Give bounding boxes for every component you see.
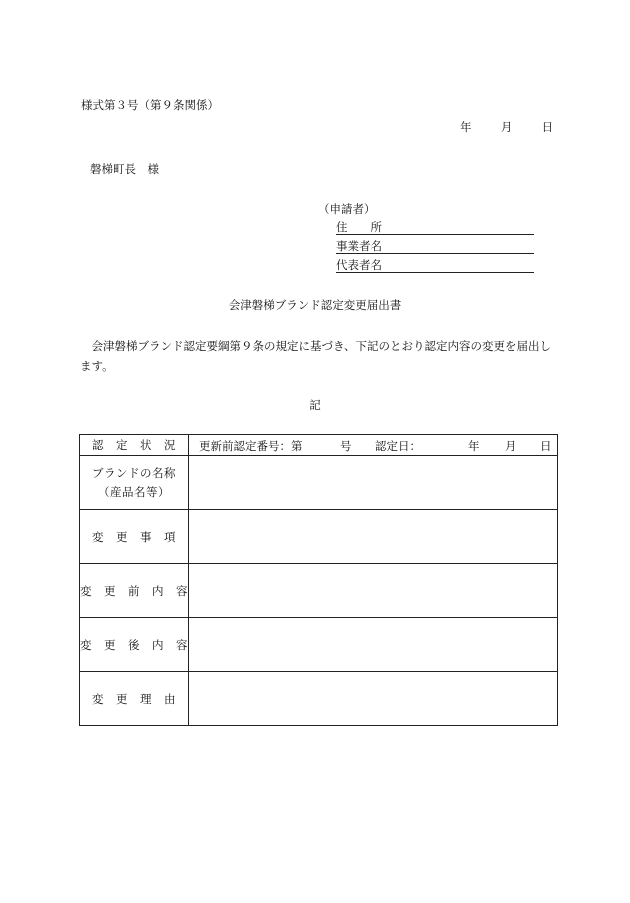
after-content-label: 変 更 後 内 容 [80, 618, 189, 672]
brand-name-label-line2: （産品名等） [98, 484, 170, 499]
table-row [80, 564, 558, 618]
change-item-label: 変 更 事 項 [80, 510, 189, 564]
brand-name-label [80, 456, 189, 510]
cert-go: 号 [340, 439, 352, 453]
status-label: 認 定 状 況 [80, 435, 189, 456]
table-row [80, 456, 558, 510]
change-reason-value[interactable] [189, 672, 558, 726]
address-field[interactable] [336, 218, 534, 235]
date-year: 年 [460, 120, 472, 134]
after-content-value[interactable] [189, 618, 558, 672]
cert-date-label: 認定日： [375, 439, 421, 453]
ki-heading: 記 [309, 398, 321, 412]
cert-month: 月 [505, 439, 517, 453]
table-row [80, 435, 558, 456]
business-name-label: 事業者名 [336, 239, 382, 253]
addressee: 磐梯町長 様 [90, 162, 159, 176]
brand-name-label-line1: ブランドの名称 [92, 465, 176, 480]
table-row [80, 510, 558, 564]
change-item-value[interactable] [189, 510, 558, 564]
cert-day: 日 [540, 439, 552, 453]
form-number: 様式第３号（第９条関係） [81, 98, 219, 112]
before-content-label: 変 更 前 内 容 [80, 564, 189, 618]
brand-name-value[interactable] [189, 456, 558, 510]
cert-prefix: 更新前認定番号：第 [199, 439, 303, 453]
representative-label: 代表者名 [336, 258, 382, 272]
before-content-value[interactable] [189, 564, 558, 618]
date-day: 日 [541, 120, 554, 134]
change-reason-label: 変 更 理 由 [80, 672, 189, 726]
date-month: 月 [500, 120, 513, 134]
date-line [460, 119, 553, 135]
table-row [80, 672, 558, 726]
table-row [80, 618, 558, 672]
applicant-label: （申請者） [318, 202, 376, 216]
certification-cell[interactable] [189, 435, 558, 456]
change-form-table [79, 434, 558, 726]
business-name-field[interactable] [336, 237, 534, 254]
document-title: 会津磐梯ブランド認定変更届出書 [228, 298, 402, 312]
cert-year: 年 [468, 439, 480, 453]
body-text: 会津磐梯ブランド認定要綱第９条の規定に基づき、下記のとおり認定内容の変更を届出します。 [80, 339, 552, 373]
address-label: 住 所 [336, 220, 382, 234]
representative-field[interactable] [336, 256, 534, 273]
